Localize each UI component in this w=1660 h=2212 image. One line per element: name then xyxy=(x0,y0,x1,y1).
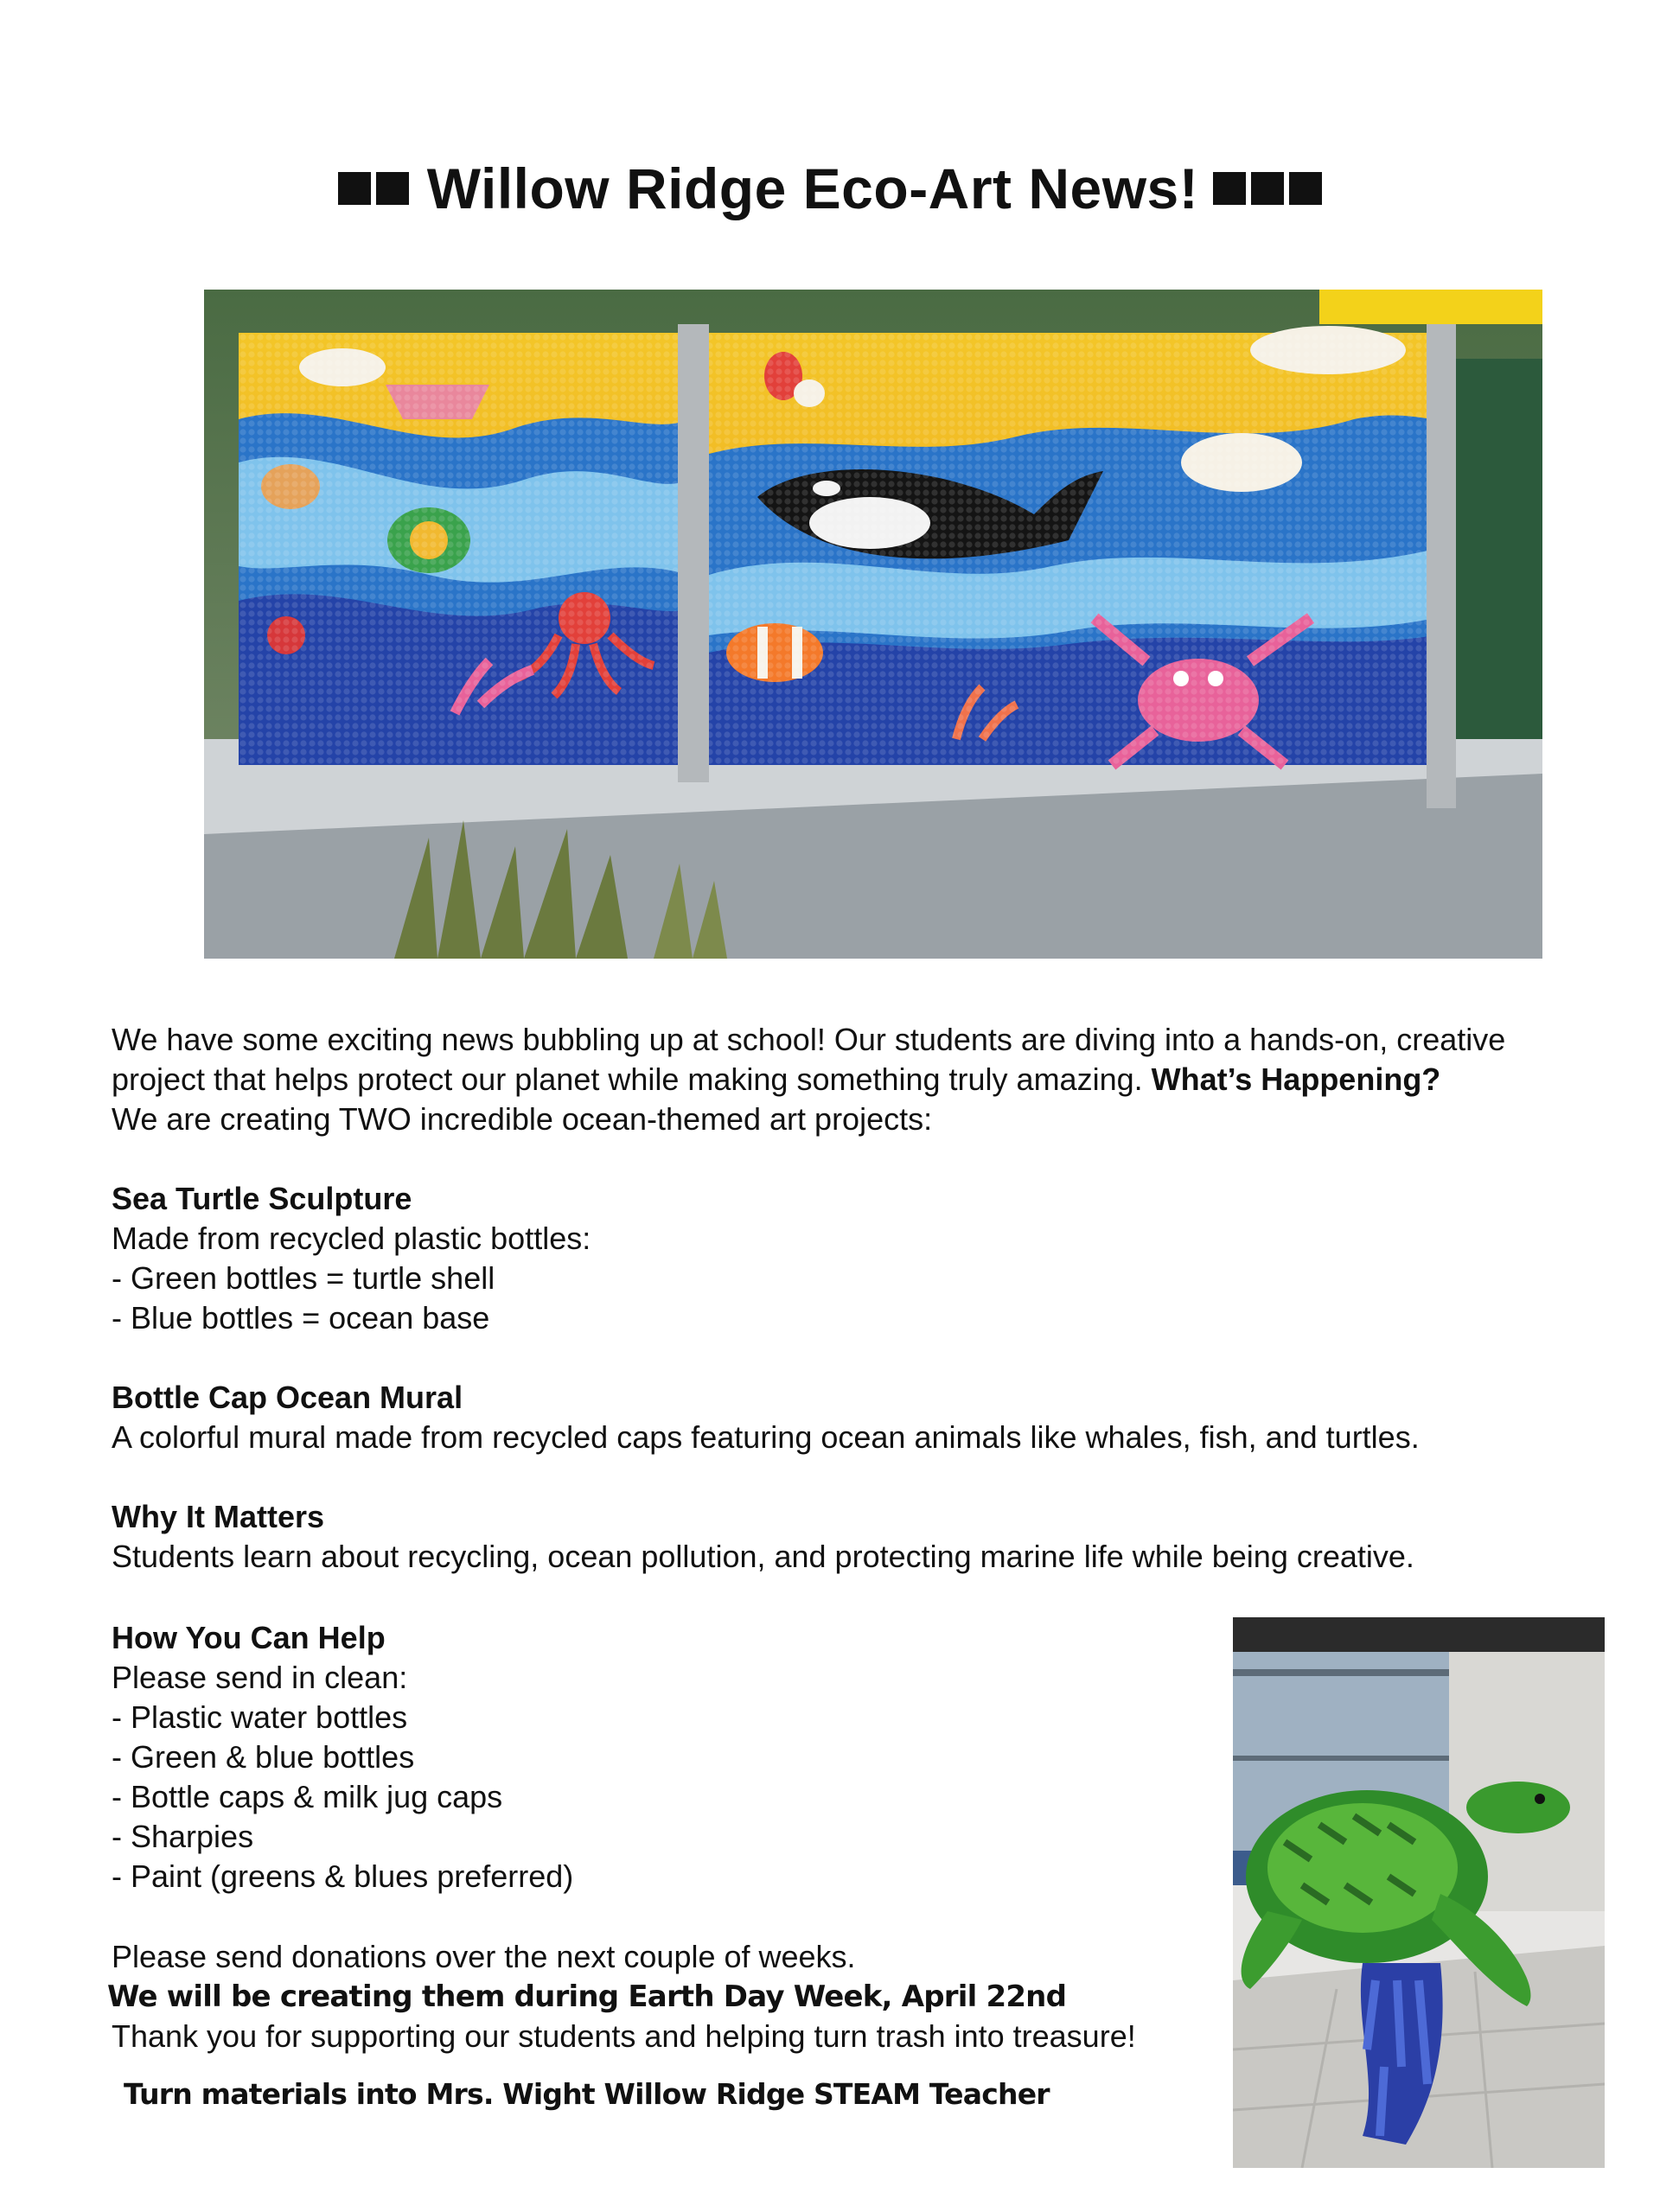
sea-turtle-section: Sea Turtle Sculpture Made from recycled plastic bottles: - Green bottles = turtle shell - Blue bottles = ocean base xyxy=(112,1181,591,1335)
title-squares-right-icon xyxy=(1210,156,1325,220)
why-heading: Why It Matters xyxy=(112,1499,325,1534)
mural-photo xyxy=(204,290,1542,959)
earth-day-note: We will be creating them during Earth Day Week, April 22nd xyxy=(107,1979,1067,2014)
mural-heading: Bottle Cap Ocean Mural xyxy=(112,1380,463,1415)
turtle-sculpture-photo xyxy=(1233,1617,1605,2168)
help-section: How You Can Help Please send in clean: - Plastic water bottles - Green & blue bottles - Bottle caps & milk jug caps - Sharpies - Paint (greens & blues preferred) xyxy=(112,1620,574,1894)
page-title: Willow Ridge Eco-Art News! xyxy=(0,160,1660,217)
whats-happening-label: What’s Happening? xyxy=(1151,1061,1441,1097)
intro-paragraph: We have some exciting news bubbling up at school! Our students are diving into a hands-on, creative project that helps protect our planet while making something truly amazing. What’s Happening? We are creating TWO incredible ocean-themed art projects: xyxy=(112,1022,1506,1137)
sea-turtle-heading: Sea Turtle Sculpture xyxy=(112,1181,412,1216)
closing-section: Please send donations over the next couple of weeks. We will be creating them during Earth Day Week, April 22nd Thank you for supporting our students and helping turn trash into treasure! xyxy=(107,1939,1136,2054)
turn-in-note: Turn materials into Mrs. Wight Willow Ridge STEAM Teacher xyxy=(124,2077,1050,2111)
title-squares-left-icon xyxy=(335,156,412,220)
why-section: Why It Matters Students learn about recycling, ocean pollution, and protecting marine life while being creative. xyxy=(112,1499,1414,1574)
mural-section: Bottle Cap Ocean Mural A colorful mural made from recycled caps featuring ocean animals like whales, fish, and turtles. xyxy=(112,1380,1420,1455)
help-heading: How You Can Help xyxy=(112,1620,386,1655)
